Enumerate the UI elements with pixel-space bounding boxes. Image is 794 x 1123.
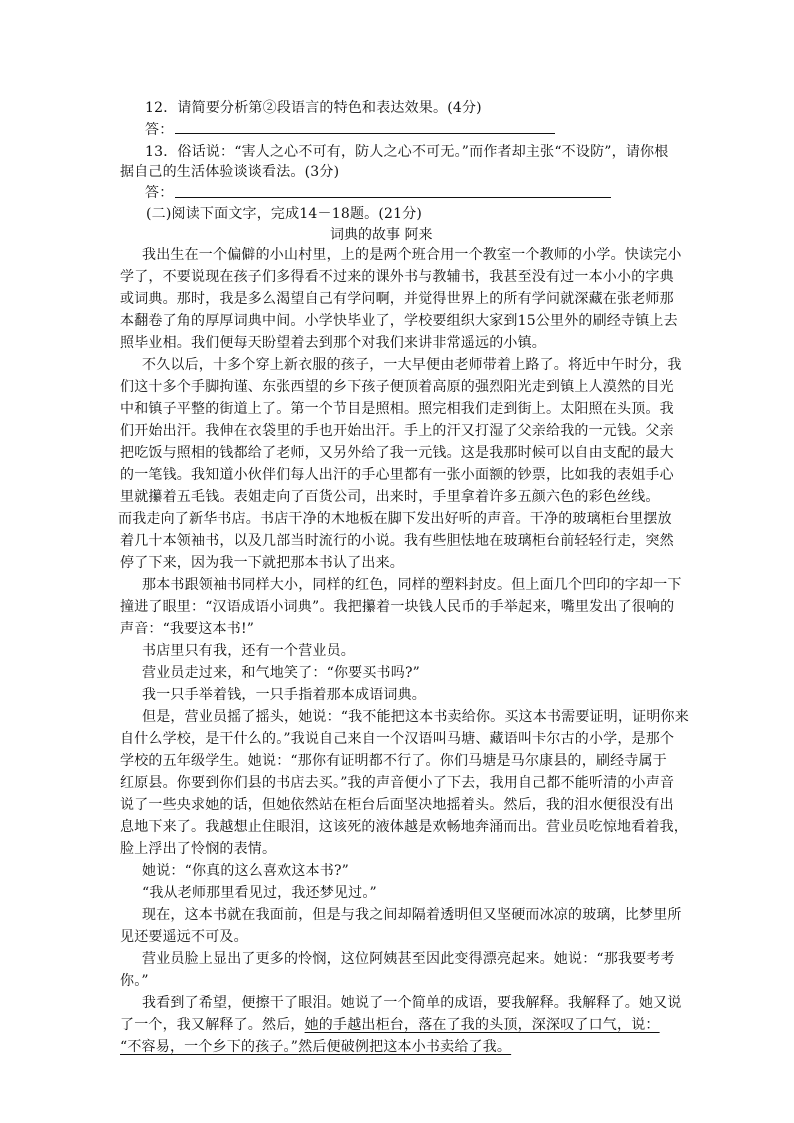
paragraph-12-plain-text: 了一个，我又解释了。然后，	[120, 1017, 305, 1033]
paragraph-2-line: 停了下来，因为我一下就把那本书认了出来。	[120, 555, 404, 571]
question-12-answer-line	[175, 133, 555, 134]
paragraph-11-line: 营业员脸上显出了更多的怜悯，这位阿姨甚至因此变得漂亮起来。她说：“那我要考考	[142, 951, 675, 967]
question-13-answer-line	[175, 197, 611, 198]
paragraph-2-line: 把吃饭与照相的钱都给了老师，又另外给了我一元钱。这是我那时候可以自由支配的最大	[120, 445, 674, 461]
paragraph-3-line: 撞进了眼里：“汉语成语小词典”。我把攥着一块钱人民币的手举起来，嘴里发出了很响的	[120, 599, 675, 615]
paragraph-12-line-1: 我看到了希望，便擦干了眼泪。她说了一个简单的成语，要我解释。我解释了。她又说	[142, 995, 682, 1011]
paragraph-2-line: 里就攥着五毛钱。表姐走向了百货公司，出来时，手里拿着许多五颜六色的彩色丝线。	[120, 489, 660, 505]
paragraph-12-underlined-text: 她的手越出柜台，落在了我的头顶，深深叹了口气，说：	[304, 1017, 660, 1033]
paragraph-7-line: 说了一些央求她的话，但她依然站在柜台后面坚决地摇着头。然后，我的泪水便很没有出	[120, 797, 674, 813]
paragraph-10-line: 见还要遥远不可及。	[120, 929, 248, 945]
section-instruction: (二)阅读下面文字，完成14－18题。(21分)	[146, 206, 423, 222]
question-13-line-2: 据自己的生活体验谈谈看法。(3分)	[120, 164, 340, 180]
paragraph-1-line: 我出生在一个偏僻的小山村里，上的是两个班合用一个教室一个教师的小学。快读完小	[142, 247, 682, 263]
paragraph-1-line: 本翻卷了角的厚厚词典中间。小学快毕业了，学校要组织大家到15公里外的刷经寺镇上去	[120, 313, 678, 329]
paragraph-10-line: 现在，这本书就在我面前，但是与我之间却隔着透明但又坚硬而冰凉的玻璃，比梦里所	[142, 907, 682, 923]
paragraph-8: 她说：“你真的这么喜欢这本书?”	[142, 863, 350, 879]
paragraph-1-line: 学了，不要说现在孩子们多得看不过来的课外书与教辅书，我甚至没有过一本小小的字典	[120, 269, 674, 285]
paragraph-2-line: 的一笔钱。我知道小伙伴们每人出汗的手心里都有一张小面额的钞票，比如我的表姐手心	[120, 467, 674, 483]
paragraph-2-line: 而我走向了新华书店。书店干净的木地板在脚下发出好听的声音。干净的玻璃柜台里摆放	[118, 511, 672, 527]
question-13-answer-label: 答：	[145, 185, 174, 201]
paragraph-7-line: 学校的五年级学生。她说：“那你有证明都不行了。你们马塘是马尔康县的，刷经寺属于	[120, 753, 667, 769]
paragraph-3-line: 那本书跟领袖书同样大小，同样的红色，同样的塑料封皮。但上面几个凹印的字却一下	[142, 577, 682, 593]
paragraph-2-line: 中和镇子平整的街道上了。第一个节目是照相。照完相我们走到街上。太阳照在头顶。我	[120, 401, 674, 417]
paragraph-7-line: 红原县。你要到你们县的书店去买。”我的声音便小了下去，我用自己都不能听清的小声音	[120, 775, 675, 791]
paragraph-3-line: 声音：“我要这本书!”	[120, 621, 255, 637]
paragraph-1-line: 或词典。那时，我是多么渴望自己有学问啊，并觉得世界上的所有学问就深藏在张老师那	[120, 291, 674, 307]
paragraph-5: 营业员走过来，和气地笑了：“你要买书吗?”	[142, 665, 421, 681]
question-13-line-1: 13．俗话说：“害人之心不可有，防人之心不可无。”而作者却主张“不设防”，请你根	[145, 144, 669, 160]
paragraph-7-line: 自什么学校，是干什么的。”我说自己来自一个汉语叫马塘、藏语叫卡尔古的小学，是那个	[120, 731, 675, 747]
paragraph-2-line: 着几十本领袖书，以及几部当时流行的小说。我有些胆怯地在玻璃柜台前轻轻行走，突然	[120, 533, 674, 549]
paragraph-6: 我一只手举着钱，一只手指着那本成语词典。	[142, 687, 426, 703]
paragraph-4: 书店里只有我，还有一个营业员。	[142, 643, 355, 659]
paragraph-12-underlined-ending: 然后便破例把这本小书卖给了我。	[298, 1039, 512, 1055]
paragraph-9: “我从老师那里看见过，我还梦见过。”	[142, 885, 377, 901]
question-12: 12．请简要分析第②段语言的特色和表达效果。(4分)	[145, 100, 482, 116]
paragraph-7-line: 但是，营业员摇了摇头，她说：“我不能把这本书卖给你。买这本书需要证明，证明你来	[142, 709, 689, 725]
paragraph-7-line: 息地下来了。我越想止住眼泪，这该死的液体越是欢畅地奔涌而出。营业员吃惊地看着我，	[120, 819, 688, 835]
paragraph-12-line-3	[120, 1037, 511, 1057]
question-12-answer-label: 答：	[145, 122, 174, 138]
paragraph-2-line: 们这十多个手脚拘谨、东张西望的乡下孩子便顶着高原的强烈阳光走到镇上人漠然的目光	[120, 379, 674, 395]
paragraph-1-line: 照毕业相。我们便每天盼望着去到那个对我们来讲非常遥远的小镇。	[120, 335, 546, 351]
paragraph-7-line: 脸上浮出了怜悯的表情。	[120, 841, 277, 857]
paragraph-12-line-2	[120, 1015, 660, 1035]
paragraph-12-underlined-quote: “不容易，一个乡下的孩子。”	[120, 1039, 299, 1055]
paragraph-2-line: 们开始出汗。我伸在衣袋里的手也开始出汗。手上的汗又打湿了父亲给我的一元钱。父亲	[120, 423, 674, 439]
article-title: 词典的故事 阿来	[330, 227, 433, 243]
paragraph-11-line: 你。”	[120, 973, 149, 989]
paragraph-2-line: 不久以后，十多个穿上新衣服的孩子，一大早便由老师带着上路了。将近中午时分，我	[142, 357, 682, 373]
